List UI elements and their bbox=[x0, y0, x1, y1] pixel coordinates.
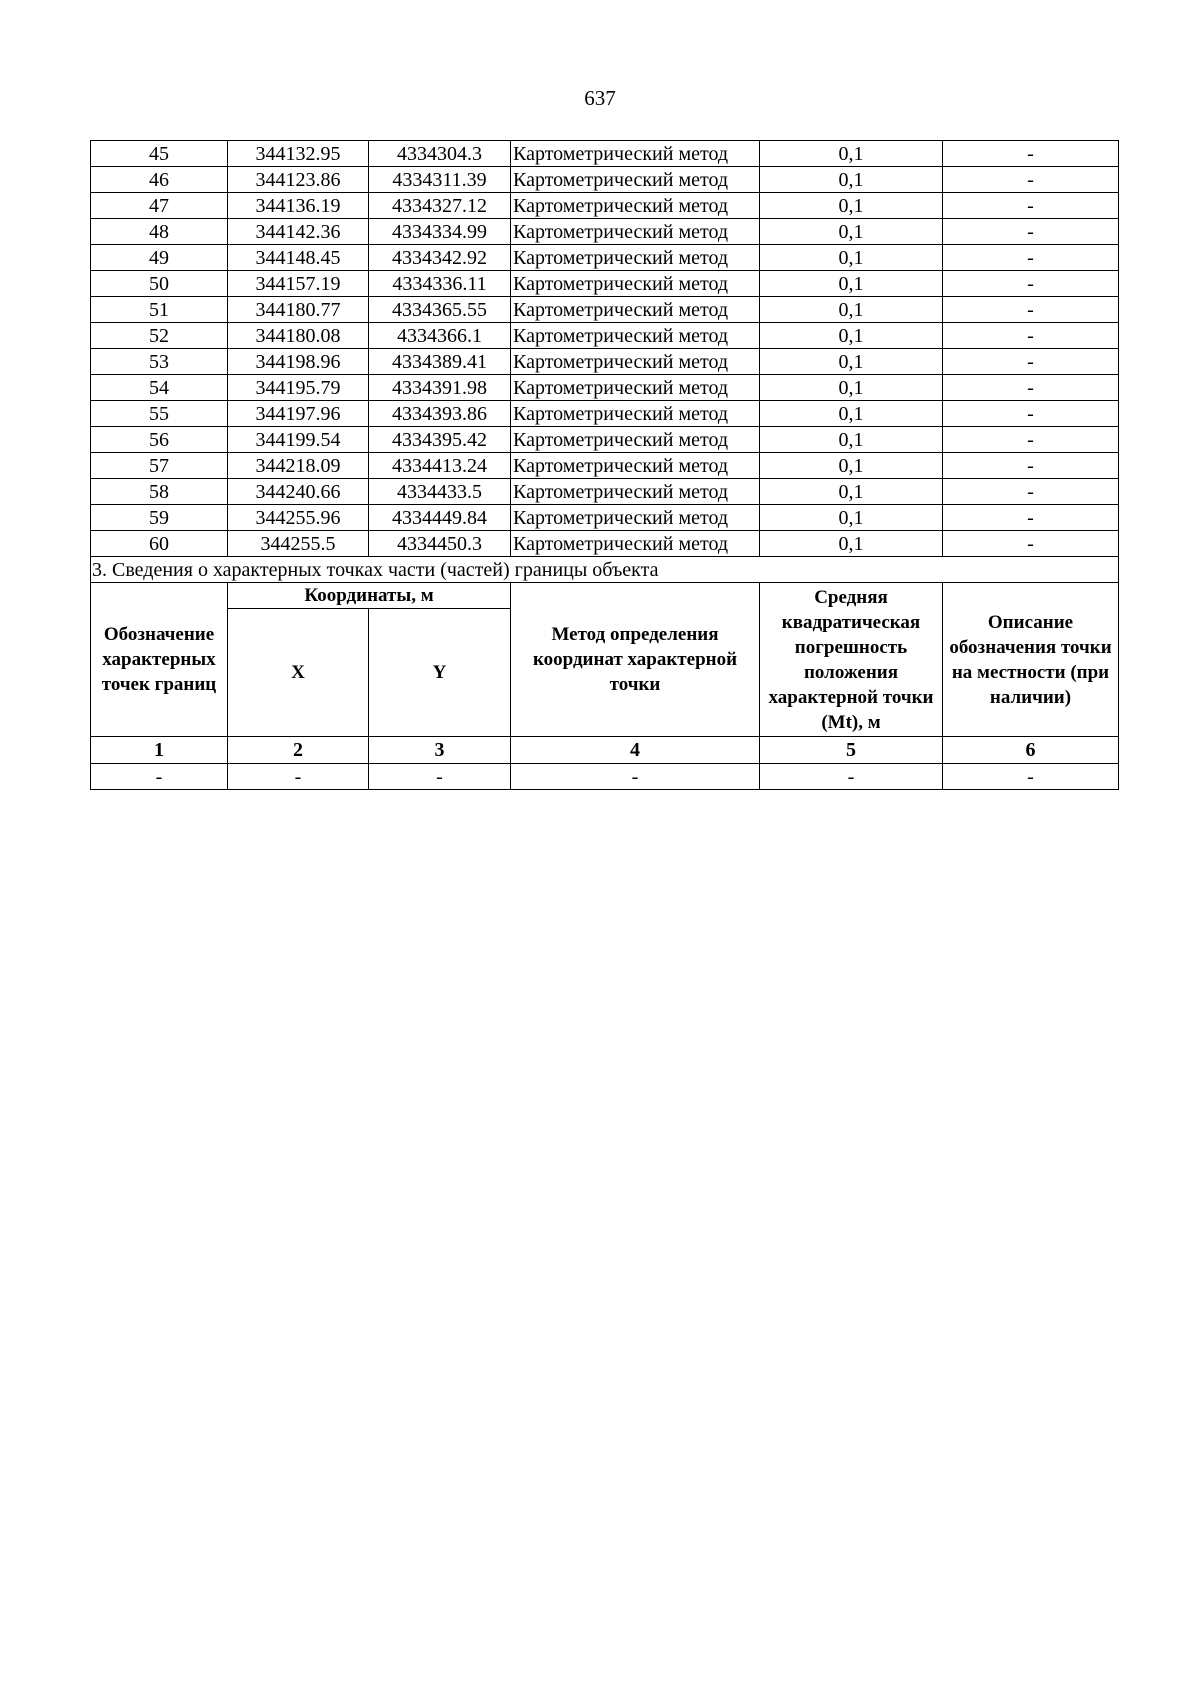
header-coordinates: Координаты, м bbox=[228, 583, 511, 609]
empty-cell: - bbox=[760, 764, 943, 790]
empty-data-row bbox=[91, 764, 1119, 790]
point-number-cell: 57 bbox=[91, 453, 228, 479]
y-coordinate-cell: 4334395.42 bbox=[369, 427, 511, 453]
table-row bbox=[91, 271, 1119, 297]
error-cell: 0,1 bbox=[760, 323, 943, 349]
x-coordinate-cell: 344255.96 bbox=[228, 505, 369, 531]
description-cell: - bbox=[943, 271, 1119, 297]
y-coordinate-cell: 4334327.12 bbox=[369, 193, 511, 219]
method-cell: Картометрический метод bbox=[511, 193, 760, 219]
table-row bbox=[91, 401, 1119, 427]
x-coordinate-cell: 344180.77 bbox=[228, 297, 369, 323]
table-row bbox=[91, 297, 1119, 323]
error-cell: 0,1 bbox=[760, 245, 943, 271]
column-number: 2 bbox=[228, 737, 369, 764]
header-description: Описание обозначения точки на местности (при наличии) bbox=[943, 583, 1119, 737]
table-row bbox=[91, 167, 1119, 193]
column-number: 6 bbox=[943, 737, 1119, 764]
method-cell: Картометрический метод bbox=[511, 375, 760, 401]
point-number-cell: 49 bbox=[91, 245, 228, 271]
description-cell: - bbox=[943, 219, 1119, 245]
header-row-1 bbox=[91, 583, 1119, 609]
description-cell: - bbox=[943, 297, 1119, 323]
x-coordinate-cell: 344180.08 bbox=[228, 323, 369, 349]
table-row bbox=[91, 219, 1119, 245]
point-number-cell: 56 bbox=[91, 427, 228, 453]
y-coordinate-cell: 4334365.55 bbox=[369, 297, 511, 323]
method-cell: Картометрический метод bbox=[511, 219, 760, 245]
column-number: 1 bbox=[91, 737, 228, 764]
table-row bbox=[91, 505, 1119, 531]
point-number-cell: 53 bbox=[91, 349, 228, 375]
method-cell: Картометрический метод bbox=[511, 349, 760, 375]
y-coordinate-cell: 4334342.92 bbox=[369, 245, 511, 271]
y-coordinate-cell: 4334433.5 bbox=[369, 479, 511, 505]
table-row bbox=[91, 193, 1119, 219]
column-number: 4 bbox=[511, 737, 760, 764]
x-coordinate-cell: 344195.79 bbox=[228, 375, 369, 401]
x-coordinate-cell: 344218.09 bbox=[228, 453, 369, 479]
point-number-cell: 46 bbox=[91, 167, 228, 193]
y-coordinate-cell: 4334450.3 bbox=[369, 531, 511, 557]
column-numbers-row bbox=[91, 737, 1119, 764]
description-cell: - bbox=[943, 323, 1119, 349]
error-cell: 0,1 bbox=[760, 141, 943, 167]
error-cell: 0,1 bbox=[760, 375, 943, 401]
empty-cell: - bbox=[369, 764, 511, 790]
x-coordinate-cell: 344132.95 bbox=[228, 141, 369, 167]
error-cell: 0,1 bbox=[760, 427, 943, 453]
section-3-title-row bbox=[91, 557, 1119, 583]
point-number-cell: 48 bbox=[91, 219, 228, 245]
empty-cell: - bbox=[511, 764, 760, 790]
x-coordinate-cell: 344142.36 bbox=[228, 219, 369, 245]
error-cell: 0,1 bbox=[760, 219, 943, 245]
table-row bbox=[91, 479, 1119, 505]
page-number: 637 bbox=[584, 86, 616, 110]
error-cell: 0,1 bbox=[760, 453, 943, 479]
x-coordinate-cell: 344123.86 bbox=[228, 167, 369, 193]
point-number-cell: 50 bbox=[91, 271, 228, 297]
point-number-cell: 52 bbox=[91, 323, 228, 349]
error-cell: 0,1 bbox=[760, 531, 943, 557]
x-coordinate-cell: 344240.66 bbox=[228, 479, 369, 505]
section-3-title: 3. Сведения о характерных точках части (частей) границы объекта bbox=[91, 557, 1119, 583]
description-cell: - bbox=[943, 401, 1119, 427]
table-row bbox=[91, 141, 1119, 167]
error-cell: 0,1 bbox=[760, 349, 943, 375]
description-cell: - bbox=[943, 141, 1119, 167]
description-cell: - bbox=[943, 453, 1119, 479]
y-coordinate-cell: 4334389.41 bbox=[369, 349, 511, 375]
point-number-cell: 51 bbox=[91, 297, 228, 323]
y-coordinate-cell: 4334449.84 bbox=[369, 505, 511, 531]
description-cell: - bbox=[943, 193, 1119, 219]
method-cell: Картометрический метод bbox=[511, 297, 760, 323]
header-method: Метод определения координат характерной точки bbox=[511, 583, 760, 737]
description-cell: - bbox=[943, 245, 1119, 271]
method-cell: Картометрический метод bbox=[511, 271, 760, 297]
table-row bbox=[91, 323, 1119, 349]
description-cell: - bbox=[943, 167, 1119, 193]
x-coordinate-cell: 344199.54 bbox=[228, 427, 369, 453]
point-number-cell: 45 bbox=[91, 141, 228, 167]
empty-cell: - bbox=[228, 764, 369, 790]
x-coordinate-cell: 344198.96 bbox=[228, 349, 369, 375]
x-coordinate-cell: 344148.45 bbox=[228, 245, 369, 271]
description-cell: - bbox=[943, 427, 1119, 453]
column-number: 3 bbox=[369, 737, 511, 764]
method-cell: Картометрический метод bbox=[511, 479, 760, 505]
y-coordinate-cell: 4334393.86 bbox=[369, 401, 511, 427]
y-coordinate-cell: 4334413.24 bbox=[369, 453, 511, 479]
description-cell: - bbox=[943, 531, 1119, 557]
table-row bbox=[91, 531, 1119, 557]
error-cell: 0,1 bbox=[760, 505, 943, 531]
table-row bbox=[91, 245, 1119, 271]
error-cell: 0,1 bbox=[760, 271, 943, 297]
method-cell: Картометрический метод bbox=[511, 427, 760, 453]
x-coordinate-cell: 344136.19 bbox=[228, 193, 369, 219]
column-number: 5 bbox=[760, 737, 943, 764]
method-cell: Картометрический метод bbox=[511, 245, 760, 271]
description-cell: - bbox=[943, 375, 1119, 401]
method-cell: Картометрический метод bbox=[511, 505, 760, 531]
point-number-cell: 58 bbox=[91, 479, 228, 505]
coordinates-table bbox=[90, 140, 1119, 790]
y-coordinate-cell: 4334391.98 bbox=[369, 375, 511, 401]
empty-cell: - bbox=[943, 764, 1119, 790]
x-coordinate-cell: 344255.5 bbox=[228, 531, 369, 557]
error-cell: 0,1 bbox=[760, 401, 943, 427]
error-cell: 0,1 bbox=[760, 193, 943, 219]
x-coordinate-cell: 344157.19 bbox=[228, 271, 369, 297]
x-coordinate-cell: 344197.96 bbox=[228, 401, 369, 427]
point-number-cell: 54 bbox=[91, 375, 228, 401]
header-y: Y bbox=[369, 609, 511, 737]
point-number-cell: 60 bbox=[91, 531, 228, 557]
description-cell: - bbox=[943, 349, 1119, 375]
error-cell: 0,1 bbox=[760, 167, 943, 193]
method-cell: Картометрический метод bbox=[511, 167, 760, 193]
y-coordinate-cell: 4334366.1 bbox=[369, 323, 511, 349]
empty-cell: - bbox=[91, 764, 228, 790]
method-cell: Картометрический метод bbox=[511, 401, 760, 427]
point-number-cell: 59 bbox=[91, 505, 228, 531]
y-coordinate-cell: 4334334.99 bbox=[369, 219, 511, 245]
y-coordinate-cell: 4334304.3 bbox=[369, 141, 511, 167]
table-row bbox=[91, 427, 1119, 453]
header-x: X bbox=[228, 609, 369, 737]
point-number-cell: 55 bbox=[91, 401, 228, 427]
method-cell: Картометрический метод bbox=[511, 323, 760, 349]
y-coordinate-cell: 4334311.39 bbox=[369, 167, 511, 193]
table-row bbox=[91, 375, 1119, 401]
method-cell: Картометрический метод bbox=[511, 141, 760, 167]
method-cell: Картометрический метод bbox=[511, 531, 760, 557]
header-designation: Обозначение характерных точек границ bbox=[91, 583, 228, 737]
point-number-cell: 47 bbox=[91, 193, 228, 219]
table-row bbox=[91, 453, 1119, 479]
description-cell: - bbox=[943, 479, 1119, 505]
error-cell: 0,1 bbox=[760, 479, 943, 505]
header-error: Средняя квадратическая погрешность положения характерной точки (Mt), м bbox=[760, 583, 943, 737]
description-cell: - bbox=[943, 505, 1119, 531]
y-coordinate-cell: 4334336.11 bbox=[369, 271, 511, 297]
method-cell: Картометрический метод bbox=[511, 453, 760, 479]
table-row bbox=[91, 349, 1119, 375]
error-cell: 0,1 bbox=[760, 297, 943, 323]
